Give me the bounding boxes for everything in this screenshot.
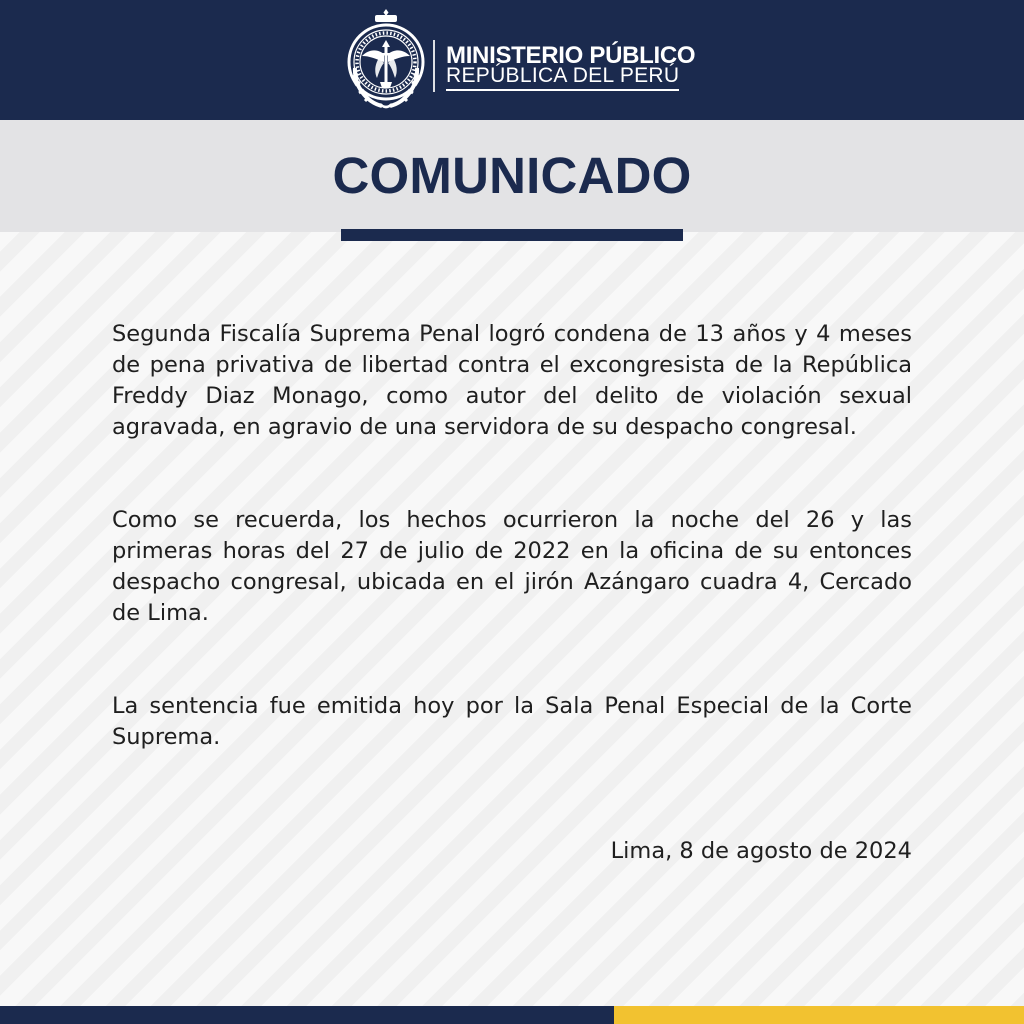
statement-paragraph: La sentencia fue emitida hoy por la Sala Penal Especial de la Corte Suprema. — [112, 693, 912, 750]
statement-paragraph: Segunda Fiscalía Suprema Penal logró condena de 13 años y 4 meses de pena privativa de libertad contra el excongresista de la República Freddy Diaz Monago, como autor del delito de violación sexual agravada, en agravio de una servidora de su despacho congresal. — [112, 321, 912, 440]
statement-paragraph: Como se recuerda, los hechos ocurrieron la noche del 26 y las primeras horas del 27 de julio de 2022 en la oficina de su entonces despacho congresal, ubicada en el jirón Azángaro cuadra 4, Cercado de Lima. — [112, 507, 912, 626]
page-title: COMUNICADO — [332, 147, 692, 204]
brand-country: REPÚBLICA DEL PERÚ — [446, 64, 679, 91]
brand-name: MINISTERIO PÚBLICO — [446, 42, 696, 69]
brand-divider — [433, 40, 435, 92]
footer-accent — [614, 1006, 1024, 1024]
statement-date: Lima, 8 de agosto de 2024 — [610, 838, 912, 864]
coat-of-arms-seal-icon — [346, 6, 426, 114]
footer-bar — [0, 1006, 614, 1024]
statement-body — [112, 319, 912, 753]
title-underline — [341, 229, 683, 241]
